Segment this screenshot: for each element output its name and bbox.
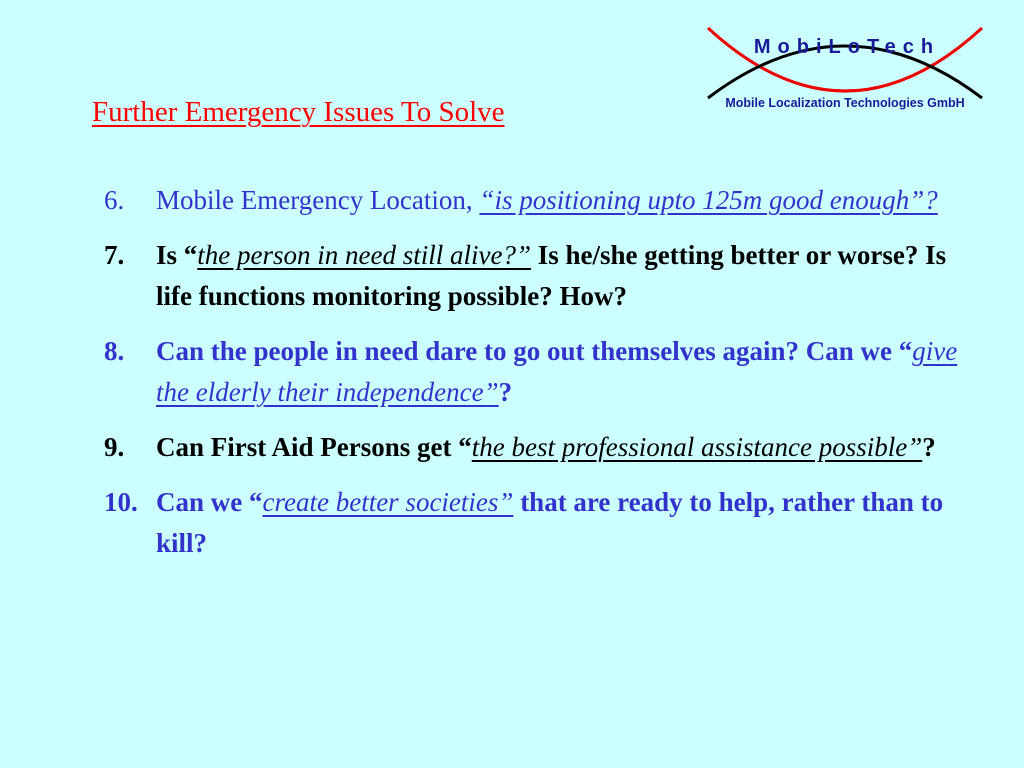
item-text-after: ? <box>498 377 513 407</box>
list-item-9 <box>104 427 984 468</box>
list-item-6 <box>104 180 984 221</box>
item-text-after: Is he/she getting better or worse? Is life functions monitoring possible? How? <box>156 240 947 311</box>
logo-tagline: Mobile Localization Technologies GmbH <box>725 96 965 110</box>
item-text: Can First Aid Persons get “ <box>156 432 472 462</box>
item-text: Can the people in need dare to go out themselves again? Can we “ <box>156 336 913 366</box>
item-quote: give the elderly their independence” <box>156 336 958 407</box>
item-quote: the person in need still alive?” <box>197 240 531 270</box>
list-item-8 <box>104 331 984 413</box>
item-text-after: ? <box>922 432 936 462</box>
item-quote: create better societies” <box>262 487 514 517</box>
item-quote: “is positioning upto 125m good enough”? <box>479 185 938 215</box>
list-item-10 <box>104 482 984 564</box>
logo-name: MobiLoTech <box>753 36 941 58</box>
item-text: Can we “ <box>156 487 263 517</box>
item-number: 8. <box>104 336 125 366</box>
item-number: 6. <box>104 185 125 215</box>
item-number: 10. <box>104 487 138 517</box>
item-number: 9. <box>104 432 125 462</box>
mobilotech-logo <box>700 14 990 124</box>
issues-list <box>104 180 984 578</box>
item-quote: the best professional assistance possible” <box>471 432 923 462</box>
list-item-7 <box>104 235 984 317</box>
item-text: Is “ <box>156 240 198 270</box>
slide-title: Further Emergency Issues To Solve <box>92 96 505 128</box>
item-number: 7. <box>104 240 125 270</box>
item-text-after: that are ready to help, rather than to kill? <box>156 487 944 558</box>
item-text: Mobile Emergency Location, <box>156 185 480 215</box>
